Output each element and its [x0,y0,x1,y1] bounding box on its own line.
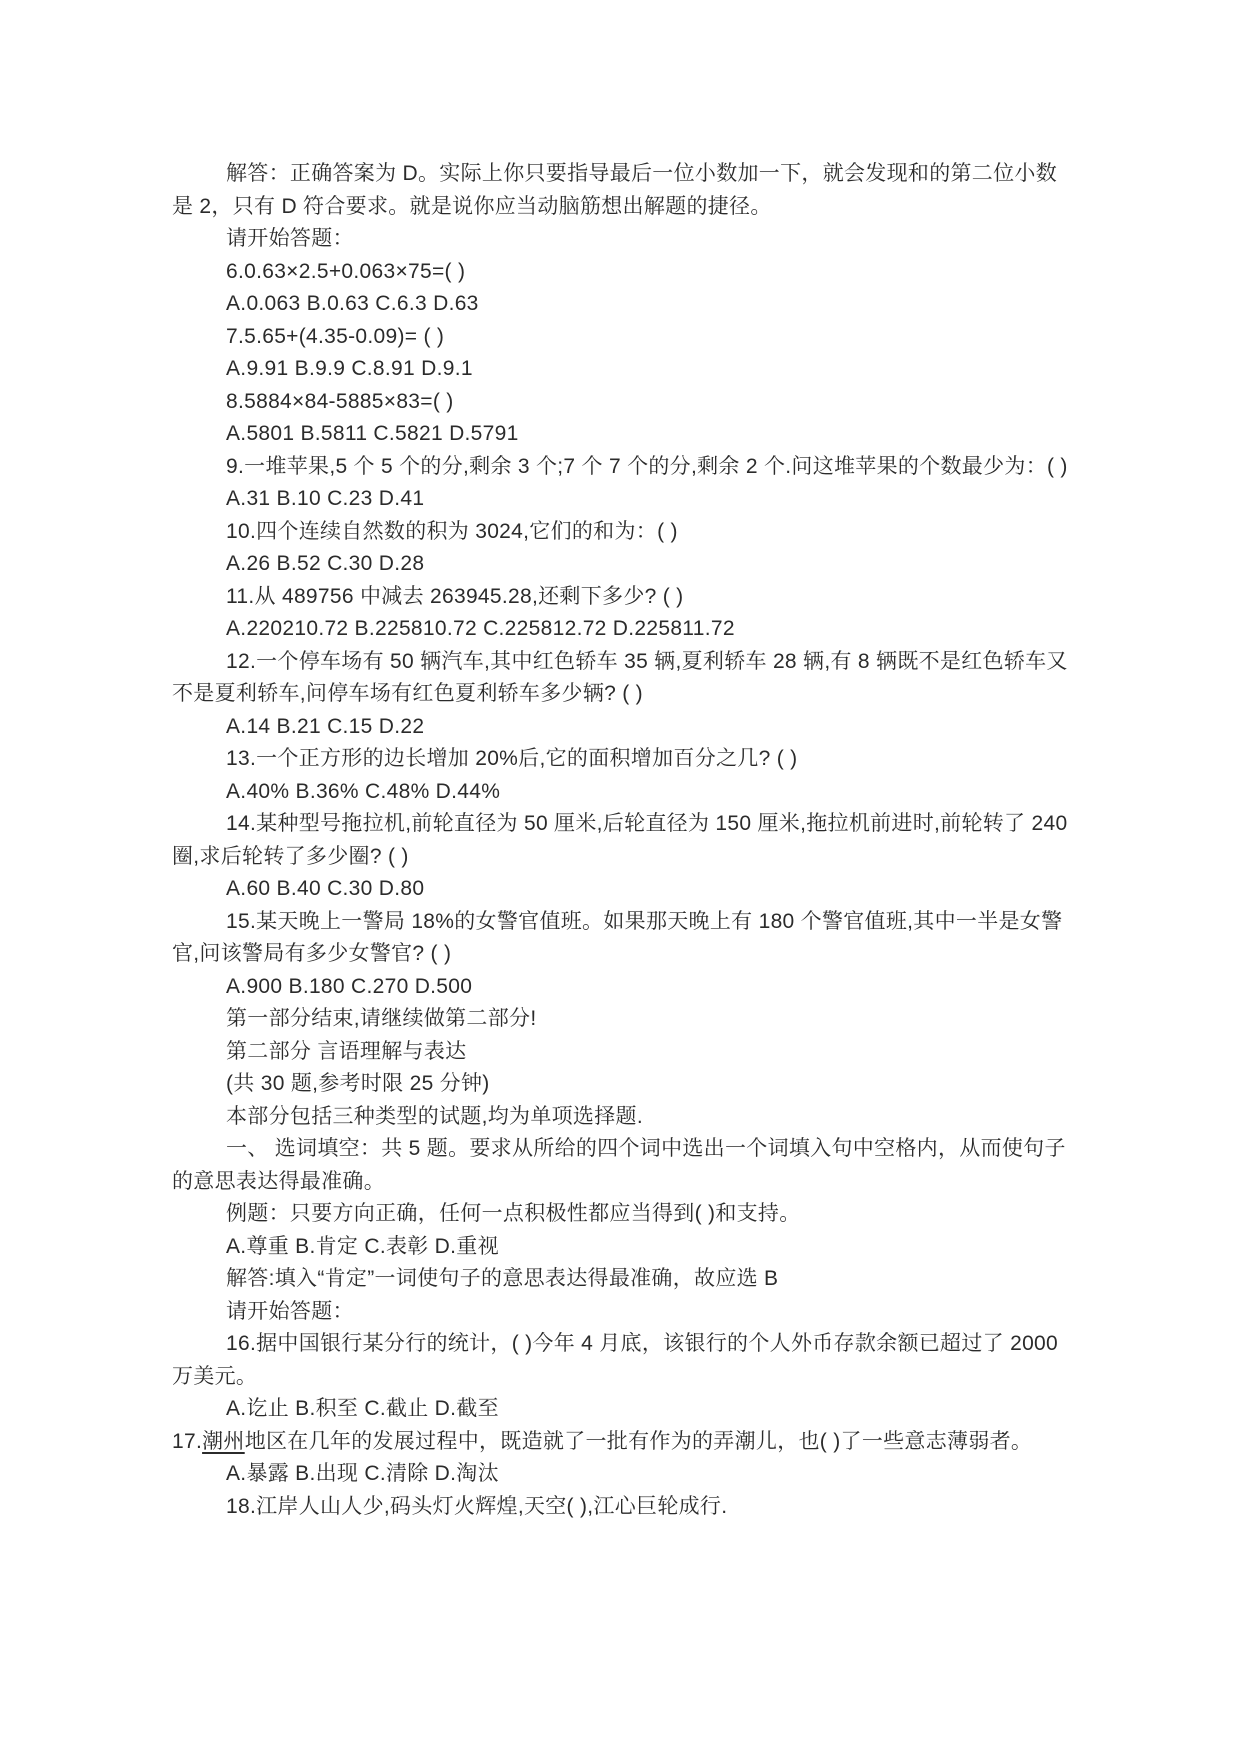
paragraph [172,971,1072,1004]
paragraph [172,483,1072,516]
text-run: 9.一堆苹果,5 个 5 个的分,剩余 3 个;7 个 7 个的分,剩余 2 个.问这堆苹果的个数最少为：( ) [226,454,1068,478]
paragraph [172,906,1072,971]
paragraph [172,1491,1072,1524]
text-run: 第一部分结束,请继续做第二部分! [226,1007,537,1030]
paragraph [172,288,1072,321]
text-run: A.14 B.21 C.15 D.22 [226,714,425,738]
text-run: A.尊重 B.肯定 C.表彰 D.重视 [226,1234,499,1258]
paragraph [172,581,1072,614]
paragraph [172,1036,1072,1069]
paragraph [172,1231,1072,1264]
text-run: A.0.063 B.0.63 C.6.3 D.63 [226,292,479,315]
text-run: 地区在几年的发展过程中，既造就了一批有作为的弄潮儿，也( )了一些意志薄弱者。 [244,1429,1033,1453]
paragraph [172,776,1072,809]
paragraph [172,321,1072,354]
paragraph [172,1003,1072,1036]
text-run: A.900 B.180 C.270 D.500 [226,974,473,998]
paragraph [172,1133,1072,1198]
paragraph [172,1101,1072,1134]
paragraph [172,808,1072,873]
paragraph [172,548,1072,581]
text-run: (共 30 题,参考时限 25 分钟) [226,1072,490,1095]
text-run: A.26 B.52 C.30 D.28 [226,552,425,575]
text-run: 解答:填入“肯定”一词使句子的意思表达得最准确，故应选 B [226,1267,779,1290]
text-run: 13.一个正方形的边长增加 20%后,它的面积增加百分之几? ( ) [226,747,798,770]
text-run: 10.四个连续自然数的积为 3024,它们的和为：( ) [226,519,678,543]
text-run: 解答：正确答案为 D。实际上你只要指导最后一位小数加一下，就会发现和的第二位小数是 2，只有 D 符合要求。就是说你应当动脑筋想出解题的捷径。 [172,162,1057,218]
paragraph [172,1068,1072,1101]
paragraph [172,613,1072,646]
paragraph [172,223,1072,256]
paragraph [172,256,1072,289]
text-run: 14.某种型号拖拉机,前轮直径为 50 厘米,后轮直径为 150 厘米,拖拉机前进时,前轮转了 240 圈,求后轮转了多少圈? ( ) [172,812,1068,868]
paragraph [172,418,1072,451]
text-run: A.讫止 B.积至 C.截止 D.截至 [226,1397,499,1420]
paragraph [172,353,1072,386]
text-run: 本部分包括三种类型的试题,均为单项选择题. [226,1104,643,1128]
text-run: 6.0.63×2.5+0.063×75=( ) [226,259,466,283]
text-run: 16.据中国银行某分行的统计，( )今年 4 月底，该银行的个人外币存款余额已超过了 2000 万美元。 [172,1332,1059,1388]
text-run: A.5801 B.5811 C.5821 D.5791 [226,422,519,445]
text-run: 7.5.65+(4.35-0.09)= ( ) [226,324,445,348]
document-body [172,158,1072,1523]
paragraph [172,711,1072,744]
text-run: 第二部分 言语理解与表达 [226,1039,467,1063]
paragraph [172,451,1072,484]
paragraph [172,1198,1072,1231]
paragraph [172,158,1072,223]
paragraph [172,873,1072,906]
text-run: 18.江岸人山人少,码头灯火辉煌,天空( ),江心巨轮成行. [226,1494,728,1518]
text-run: A.220210.72 B.225810.72 C.225812.72 D.225811.72 [226,617,735,640]
paragraph [172,1458,1072,1491]
text-run: 一、 选词填空：共 5 题。要求从所给的四个词中选出一个词填入句中空格内，从而使句子的意思表达得最准确。 [172,1137,1066,1193]
paragraph [172,743,1072,776]
paragraph [172,1263,1072,1296]
paragraph [172,1328,1072,1393]
text-run: A.9.91 B.9.9 C.8.91 D.9.1 [226,357,473,380]
text-run: A.40% B.36% C.48% D.44% [226,779,501,803]
paragraph [172,646,1072,711]
paragraph [172,516,1072,549]
text-run: A.暴露 B.出现 C.清除 D.淘汰 [226,1462,499,1485]
text-run: A.60 B.40 C.30 D.80 [226,877,425,900]
underlined-text: 潮州 [202,1429,245,1453]
text-run: A.31 B.10 C.23 D.41 [226,487,425,510]
paragraph [172,1393,1072,1426]
text-run: 15.某天晚上一警局 18%的女警官值班。如果那天晚上有 180 个警官值班,其中一半是女警官,问该警局有多少女警官? ( ) [172,909,1063,965]
text-run: 17. [172,1429,203,1453]
text-run: 8.5884×84-5885×83=( ) [226,389,454,413]
text-run: 请开始答题： [226,227,354,250]
text-run: 12.一个停车场有 50 辆汽车,其中红色轿车 35 辆,夏利轿车 28 辆,有 8 辆既不是红色轿车又不是夏利轿车,问停车场有红色夏利轿车多少辆? ( ) [172,649,1068,705]
paragraph [172,1426,1072,1459]
text-run: 例题：只要方向正确，任何一点积极性都应当得到( )和支持。 [226,1202,801,1225]
text-run: 11.从 489756 中减去 263945.28,还剩下多少? ( ) [226,584,684,608]
text-run: 请开始答题： [226,1299,354,1323]
paragraph [172,386,1072,419]
paragraph [172,1296,1072,1329]
